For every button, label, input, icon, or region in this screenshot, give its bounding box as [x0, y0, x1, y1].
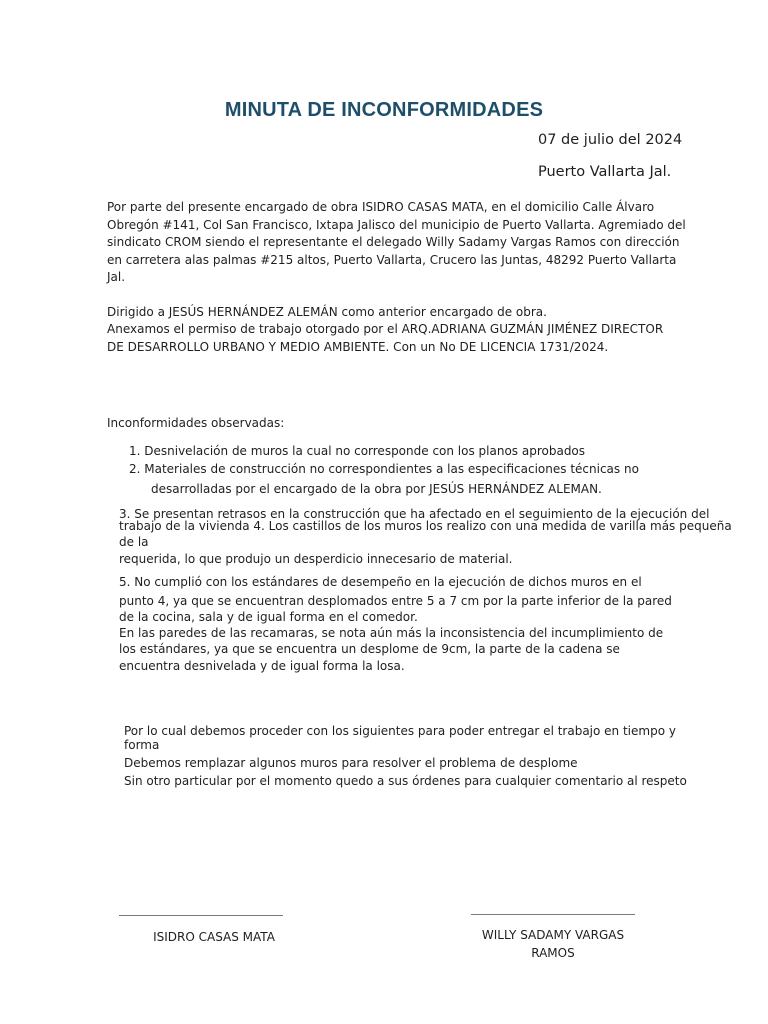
closing-line: Sin otro particular por el momento quedo a sus órdenes para cualquier comentario al respeto [124, 774, 687, 788]
item-3-line: requerida, lo que produjo un desperdicio innecesario de material. [119, 552, 513, 566]
signature-name: RAMOS [531, 946, 575, 960]
closing-line: Debemos remplazar algunos muros para resolver el problema de desplome [124, 756, 578, 770]
signature-line [119, 915, 283, 916]
intro-line: Por parte del presente encargado de obra ISIDRO CASAS MATA, en el domicilio Calle Álvaro [107, 200, 655, 214]
item-3-line: trabajo de la vivienda 4. Los castillos de los muros los realizo con una medida de varilla más pequeña [119, 519, 732, 533]
item-3-line: 3. Se presentan retrasos en la construcción que ha afectado en el seguimiento de la ejecución del [119, 507, 710, 521]
list-item: 2. Materiales de construcción no correspondientes a las especificaciones técnicas no [129, 462, 639, 476]
document-place: Puerto Vallarta Jal. [538, 164, 672, 180]
intro-line: en carretera alas palmas #215 altos, Puerto Vallarta, Crucero las Juntas, 48292 Puerto Vallarta [107, 253, 677, 267]
list-item: 1. Desnivelación de muros la cual no corresponde con los planos aprobados [129, 444, 586, 458]
closing-line: forma [124, 738, 160, 752]
document-date: 07 de julio del 2024 [538, 132, 683, 148]
directed-line: Dirigido a JESÚS HERNÁNDEZ ALEMÁN como anterior encargado de obra. [107, 305, 547, 319]
intro-line: Obregón #141, Col San Francisco, Ixtapa Jalisco del municipio de Puerto Vallarta. Agremiado del [107, 218, 686, 232]
signature-line [471, 914, 635, 915]
item-5-line: punto 4, ya que se encuentran desplomados entre 5 a 7 cm por la parte inferior de la pared [119, 594, 672, 608]
signature-name: WILLY SADAMY VARGAS [481, 928, 625, 942]
intro-line: Jal. [107, 270, 126, 284]
document-title: MINUTA DE INCONFORMIDADES [224, 99, 544, 121]
item-5-line: los estándares, ya que se encuentra un desplome de 9cm, la parte de la cadena se [119, 642, 620, 656]
directed-line: Anexamos el permiso de trabajo otorgado por el ARQ.ADRIANA GUZMÁN JIMÉNEZ DIRECTOR [107, 322, 664, 336]
closing-line: Por lo cual debemos proceder con los siguientes para poder entregar el trabajo en tiempo y [124, 724, 676, 738]
intro-line: sindicato CROM siendo el representante el delegado Willy Sadamy Vargas Ramos con dirección [107, 235, 680, 249]
item-3-line: de la [119, 535, 149, 549]
observed-heading: Inconformidades observadas: [107, 416, 285, 430]
directed-line: DE DESARROLLO URBANO Y MEDIO AMBIENTE. Con un No DE LICENCIA 1731/2024. [107, 340, 609, 354]
item-5-line: encuentra desnivelada y de igual forma la losa. [119, 659, 405, 673]
item-5-line: de la cocina, sala y de igual forma en el comedor. [119, 610, 418, 624]
item-5-line: En las paredes de las recamaras, se nota aún más la inconsistencia del incumplimiento de [119, 626, 664, 640]
item-5-line: 5. No cumplió con los estándares de desempeño en la ejecución de dichos muros en el [119, 575, 642, 589]
signature-name: ISIDRO CASAS MATA [153, 930, 275, 944]
list-item-continuation: desarrolladas por el encargado de la obra por JESÚS HERNÁNDEZ ALEMAN. [151, 482, 602, 496]
